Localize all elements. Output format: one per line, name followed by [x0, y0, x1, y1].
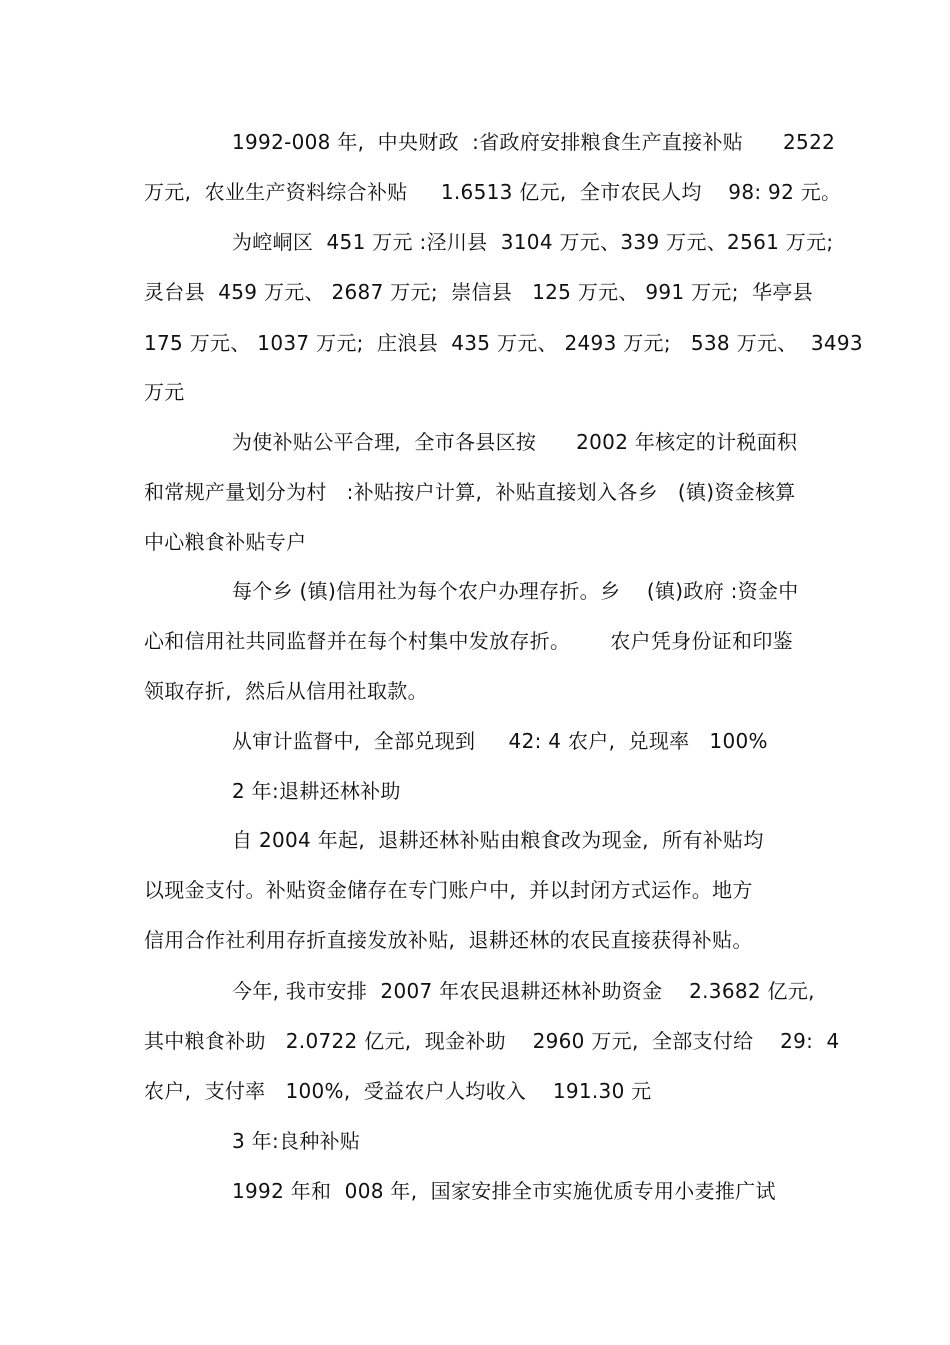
- section-heading: 3 年:良种补贴: [232, 1129, 361, 1153]
- text-line: 为崆峒区 451 万元 :泾川县 3104 万元、339 万元、2561 万元;: [232, 230, 834, 254]
- text-line: 今年, 我市安排 2007 年农民退耕还林补助资金 2.3682 亿元,: [232, 979, 815, 1003]
- text-line: 以现金支付。补贴资金储存在专门账户中, 并以封闭方式运作。地方: [144, 878, 753, 902]
- text-line: 自 2004 年起, 退耕还林补贴由粮食改为现金, 所有补贴均: [232, 828, 764, 852]
- text-line: 心和信用社共同监督并在每个村集中发放存折。 农户凭身份证和印鉴: [144, 629, 793, 653]
- text-line: 为使补贴公平合理, 全市各县区按 2002 年核定的计税面积: [232, 430, 798, 454]
- text-line: 每个乡 (镇)信用社为每个农户办理存折。乡 (镇)政府 :资金中: [232, 579, 799, 603]
- text-line: 其中粮食补助 2.0722 亿元, 现金补助 2960 万元, 全部支付给 29: 4: [144, 1029, 840, 1053]
- section-heading: 2 年:退耕还林补助: [232, 779, 401, 803]
- text-line: 领取存折, 然后从信用社取款。: [144, 679, 428, 703]
- text-line: 和常规产量划分为村 :补贴按户计算, 补贴直接划入各乡 (镇)资金核算: [144, 480, 796, 504]
- text-line: 万元: [144, 380, 185, 404]
- text-line: 万元, 农业生产资料综合补贴 1.6513 亿元, 全市农民人均 98: 92 元。: [144, 180, 842, 204]
- text-line: 1992 年和 008 年, 国家安排全市实施优质专用小麦推广试: [232, 1179, 776, 1203]
- text-line: 1992-008 年, 中央财政 :省政府安排粮食生产直接补贴 2522: [232, 130, 836, 154]
- text-line: 农户, 支付率 100%, 受益农户人均收入 191.30 元: [144, 1079, 652, 1103]
- text-line: 175 万元、 1037 万元; 庄浪县 435 万元、 2493 万元; 538 万元、 3493: [144, 331, 863, 355]
- text-line: 中心粮食补贴专户: [144, 530, 307, 554]
- text-line: 从审计监督中, 全部兑现到 42: 4 农户, 兑现率 100%: [232, 729, 768, 753]
- text-line: 信用合作社利用存折直接发放补贴, 退耕还林的农民直接获得补贴。: [144, 928, 753, 952]
- text-line: 灵台县 459 万元、 2687 万元; 崇信县 125 万元、 991 万元; 华亭县: [144, 280, 813, 304]
